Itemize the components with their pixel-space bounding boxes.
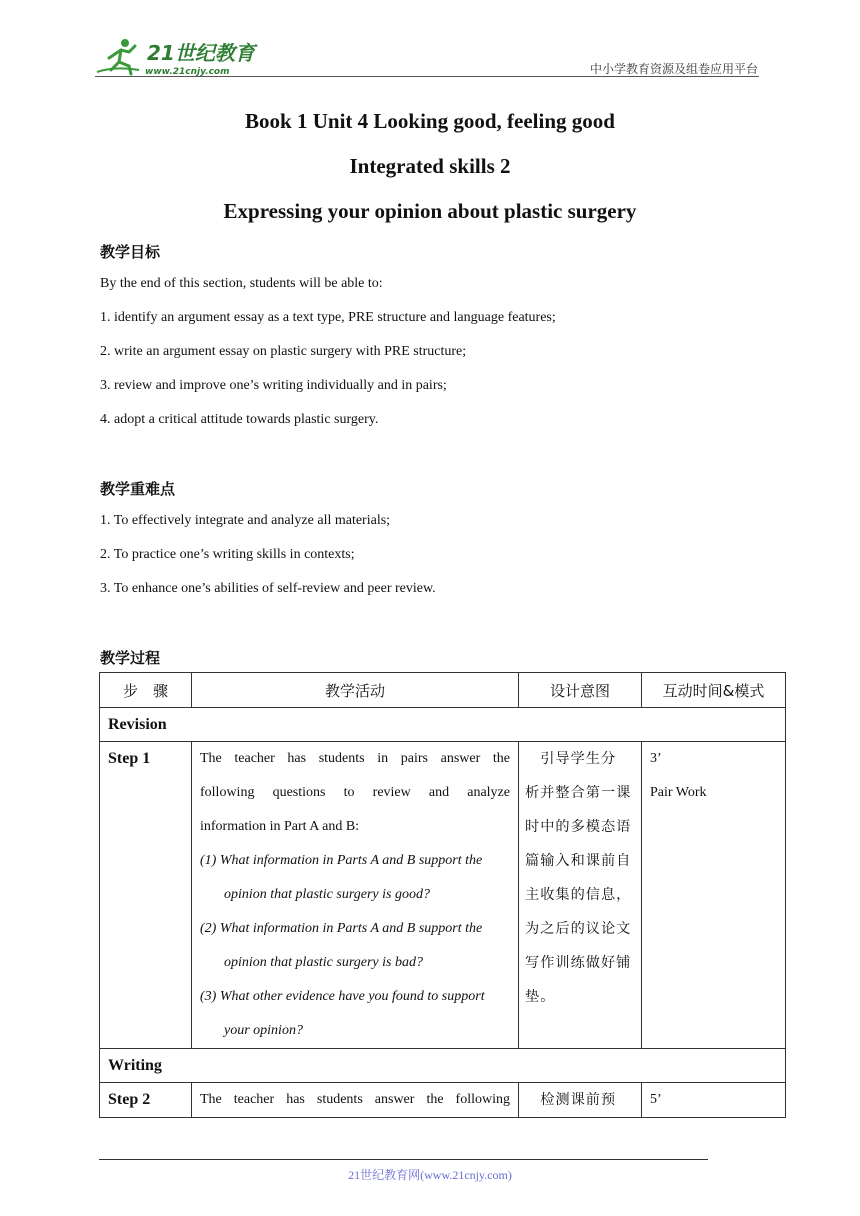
objectives-intro: By the end of this section, students will be able to: xyxy=(100,276,383,291)
key-point-item: 3. To enhance one’s abilities of self-review and peer review. xyxy=(100,581,436,596)
section-row-writing xyxy=(100,1049,786,1083)
purpose-line: 析并整合第一课 xyxy=(525,785,632,801)
objective-item: 2. write an argument essay on plastic surgery with PRE structure; xyxy=(100,344,467,359)
table-header-row xyxy=(100,673,786,708)
runner-icon xyxy=(97,39,139,74)
platform-name: 中小学教育资源及组卷应用平台 xyxy=(589,62,758,76)
table-row xyxy=(100,742,786,1049)
key-point-item: 1. To effectively integrate and analyze all materials; xyxy=(100,513,391,528)
purpose-line: 为之后的议论文 xyxy=(525,921,632,937)
column-header-activity: 教学活动 xyxy=(192,673,519,708)
svg-text:www.21cnjy.com: www.21cnjy.com xyxy=(145,67,230,77)
logo xyxy=(95,36,265,78)
table-row xyxy=(100,1083,786,1118)
purpose-line: 主收集的信息， xyxy=(525,887,632,903)
mode-value: Pair Work xyxy=(650,785,707,800)
section-label: Revision xyxy=(100,708,786,742)
purpose-line: 垫。 xyxy=(525,989,556,1005)
time-mode-cell xyxy=(642,1083,786,1118)
column-header-purpose: 设计意图 xyxy=(519,673,642,708)
lesson-process-table xyxy=(99,672,786,1118)
footer-divider xyxy=(99,1159,708,1160)
question-line: opinion that plastic surgery is bad? xyxy=(224,955,423,970)
page-header xyxy=(95,30,760,80)
title-topic: Expressing your opinion about plastic surgery xyxy=(223,199,637,223)
svg-text:21世纪教育: 21世纪教育 xyxy=(147,41,255,65)
step-label: Step 2 xyxy=(100,1083,192,1118)
activity-line: The teacher has students in pairs answer the xyxy=(200,751,510,766)
process-heading: 教学过程 xyxy=(100,649,161,667)
purpose-line: 篇输入和课前自 xyxy=(525,853,632,869)
objective-item: 3. review and improve one’s writing individually and in pairs; xyxy=(100,378,447,393)
section-row-revision xyxy=(100,708,786,742)
question-line: (3) What other evidence have you found to support xyxy=(200,989,485,1004)
time-value: 5’ xyxy=(650,1092,662,1107)
title-section: Integrated skills 2 xyxy=(349,154,511,178)
step-label: Step 1 xyxy=(100,742,192,1049)
title-book-unit: Book 1 Unit 4 Looking good, feeling good xyxy=(245,109,615,133)
time-value: 3’ xyxy=(650,751,662,766)
purpose-line: 引导学生分 xyxy=(525,751,617,767)
column-header-time-mode: 互动时间&模式 xyxy=(642,673,786,708)
activity-cell xyxy=(192,1083,519,1118)
purpose-cell xyxy=(519,742,642,1049)
activity-line: The teacher has students answer the following xyxy=(200,1092,510,1107)
question-line: (1) What information in Parts A and B support the xyxy=(200,853,483,868)
purpose-cell xyxy=(519,1083,642,1118)
question-line: opinion that plastic surgery is good? xyxy=(224,887,430,902)
activity-line: following questions to review and analyze xyxy=(200,785,510,800)
objective-item: 4. adopt a critical attitude towards plastic surgery. xyxy=(100,412,379,427)
objectives-heading: 教学目标 xyxy=(100,243,161,261)
activity-cell xyxy=(192,742,519,1049)
key-point-item: 2. To practice one’s writing skills in contexts; xyxy=(100,547,355,562)
footer-source: 21世纪教育网(www.21cnjy.com) xyxy=(348,1168,512,1182)
question-line: (2) What information in Parts A and B support the xyxy=(200,921,483,936)
purpose-line: 写作训练做好铺 xyxy=(525,955,632,971)
purpose-line: 时中的多模态语 xyxy=(525,819,632,835)
question-line: your opinion? xyxy=(224,1023,303,1038)
header-divider xyxy=(95,76,759,77)
activity-line: information in Part A and B: xyxy=(200,819,360,834)
key-points-heading: 教学重难点 xyxy=(100,480,176,498)
purpose-line: 检测课前预 xyxy=(525,1092,617,1108)
column-header-step: 步 骤 xyxy=(100,673,192,708)
section-label: Writing xyxy=(100,1049,786,1083)
objective-item: 1. identify an argument essay as a text type, PRE structure and language features; xyxy=(100,310,556,325)
time-mode-cell xyxy=(642,742,786,1049)
